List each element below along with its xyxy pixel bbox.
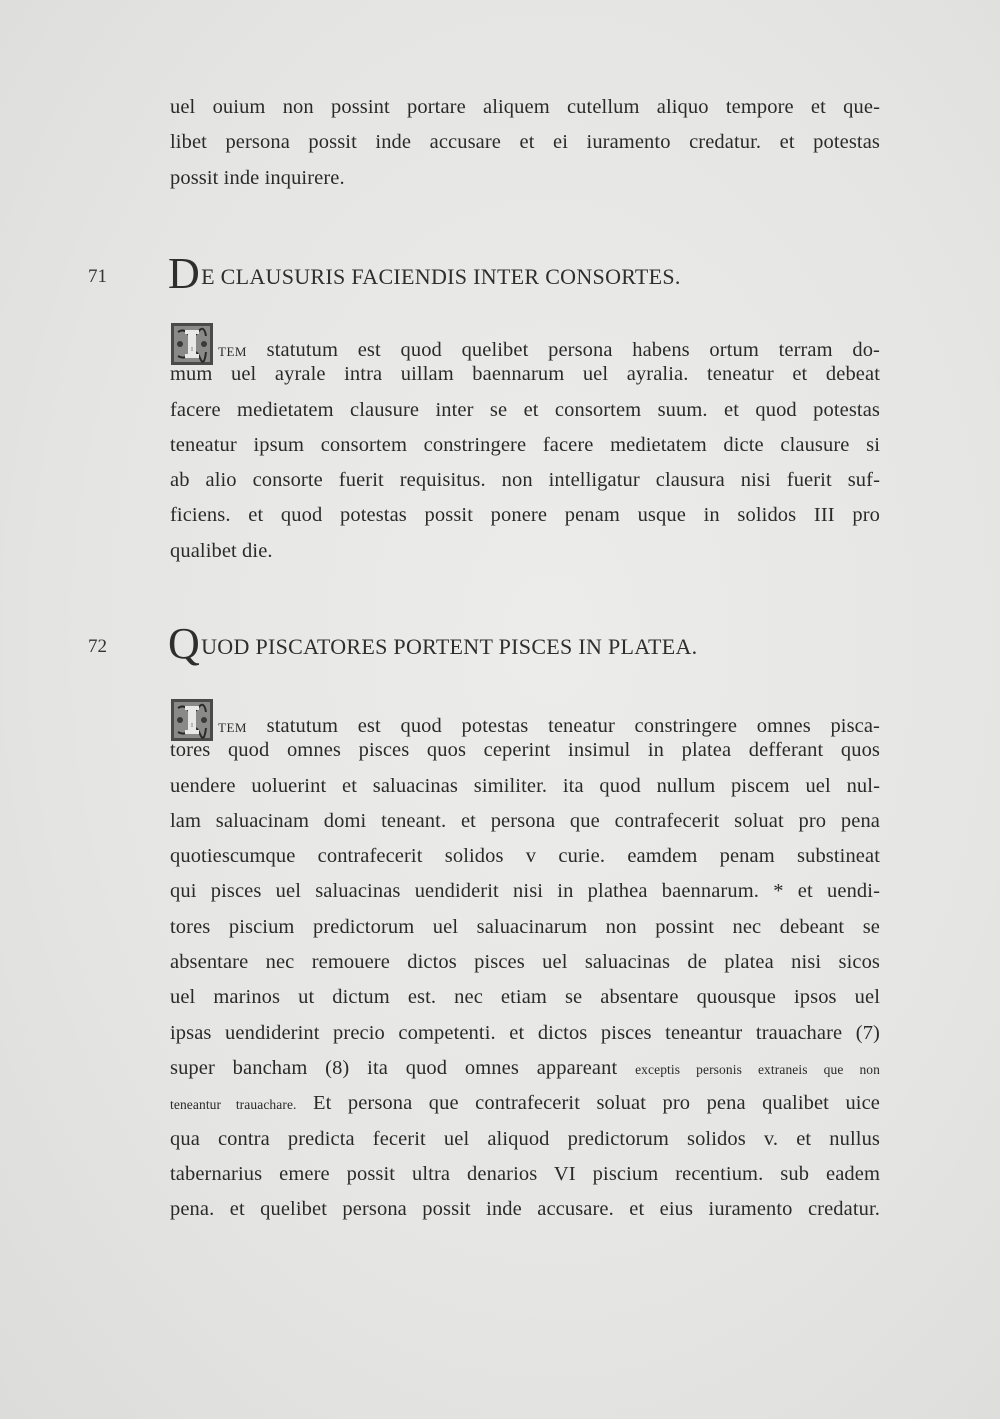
text-line: facere medietatem clausure inter se et consortem suum. et quod potestas (170, 398, 880, 421)
section-71-body (170, 322, 880, 569)
text-line-content: Et persona que contrafecerit soluat pro pena qualibet uice (312, 1092, 880, 1115)
section-72-body (170, 698, 880, 1227)
text-line: mum uel ayrale intra uillam baennarum uel ayralia. teneatur et debeat (170, 363, 880, 386)
text-line (170, 1051, 880, 1086)
text-line: absentare nec remouere dictos pisces uel saluacinas de platea nisi sicos (170, 951, 880, 974)
text-line-content: super bancham (8) ita quod omnes appareant (170, 1056, 618, 1079)
section-heading (168, 618, 697, 669)
text-line-content: statutum est quod quelibet persona habens ortum terram do- (266, 339, 880, 361)
text-line: tores quod omnes pisces quos ceperint insimul in platea defferant quos (170, 739, 880, 762)
text-line: pena. et quelibet persona possit inde accusare. et eius iuramento credatur. (170, 1198, 880, 1221)
intro-paragraph (170, 90, 880, 196)
initial-letter: I (190, 723, 194, 729)
text-line: possit inde inquirere. (170, 166, 345, 189)
text-line: ficiens. et quod potestas possit ponere penam usque in solidos III pro (170, 504, 880, 527)
text-line: qui pisces uel saluacinas uendiderit nisi in plathea baennarum. * et uendi- (170, 880, 880, 903)
text-line (170, 1086, 880, 1121)
text-line: tabernarius emere possit ultra denarios VI piscium recentium. sub eadem (170, 1162, 880, 1185)
text-line: quotiescumque contrafecerit solidos v curie. eamdem penam substineat (170, 845, 880, 868)
text-line: uel ouium non possint portare aliquem cutellum aliquo tempore et que- (170, 96, 880, 118)
text-line-content: statutum est quod potestas teneatur constringere omnes pisca- (266, 715, 880, 737)
text-line: ipsas uendiderint precio competenti. et dictos pisces teneantur trauachare (7) (170, 1021, 880, 1044)
small-print: teneantur trauachare. (170, 1097, 297, 1113)
initial-letter: I (190, 347, 194, 353)
heading-capital: Q (168, 619, 201, 668)
text-line: uendere uoluerint et saluacinas similiter. ita quod nullum piscem uel nul- (170, 774, 880, 797)
text-line (170, 698, 880, 737)
text-line: tores piscium predictorum uel saluacinarum non possint nec debeant se (170, 915, 880, 938)
text-line: qualibet die. (170, 539, 273, 562)
text-line: ab alio consorte fuerit requisitus. non intelligatur clausura nisi fuerit suf- (170, 469, 880, 492)
first-word: tem (218, 716, 247, 736)
heading-text: E CLAUSURIS FACIENDIS INTER CONSORTES. (201, 264, 681, 289)
heading-text: UOD PISCATORES PORTENT PISCES IN PLATEA. (201, 634, 698, 659)
section-number: 71 (88, 266, 107, 287)
heading-capital: D (168, 249, 201, 298)
text-line: teneatur ipsum consortem constringere facere medietatem dicte clausure si (170, 433, 880, 456)
text-line: libet persona possit inde accusare et ei iuramento credatur. et potestas (170, 131, 880, 154)
small-print: exceptis personis extraneis que non (635, 1061, 881, 1077)
text-line: qua contra predicta fecerit uel aliquod predictorum solidos v. et nullus (170, 1127, 880, 1150)
first-word: tem (218, 340, 247, 360)
text-line: uel marinos ut dictum est. nec etiam se absentare quousque ipsos uel (170, 986, 880, 1009)
section-number: 72 (88, 636, 107, 657)
text-line: lam saluacinam domi teneant. et persona que contrafecerit soluat pro pena (170, 809, 880, 832)
section-heading (168, 248, 681, 299)
text-line (170, 322, 880, 361)
